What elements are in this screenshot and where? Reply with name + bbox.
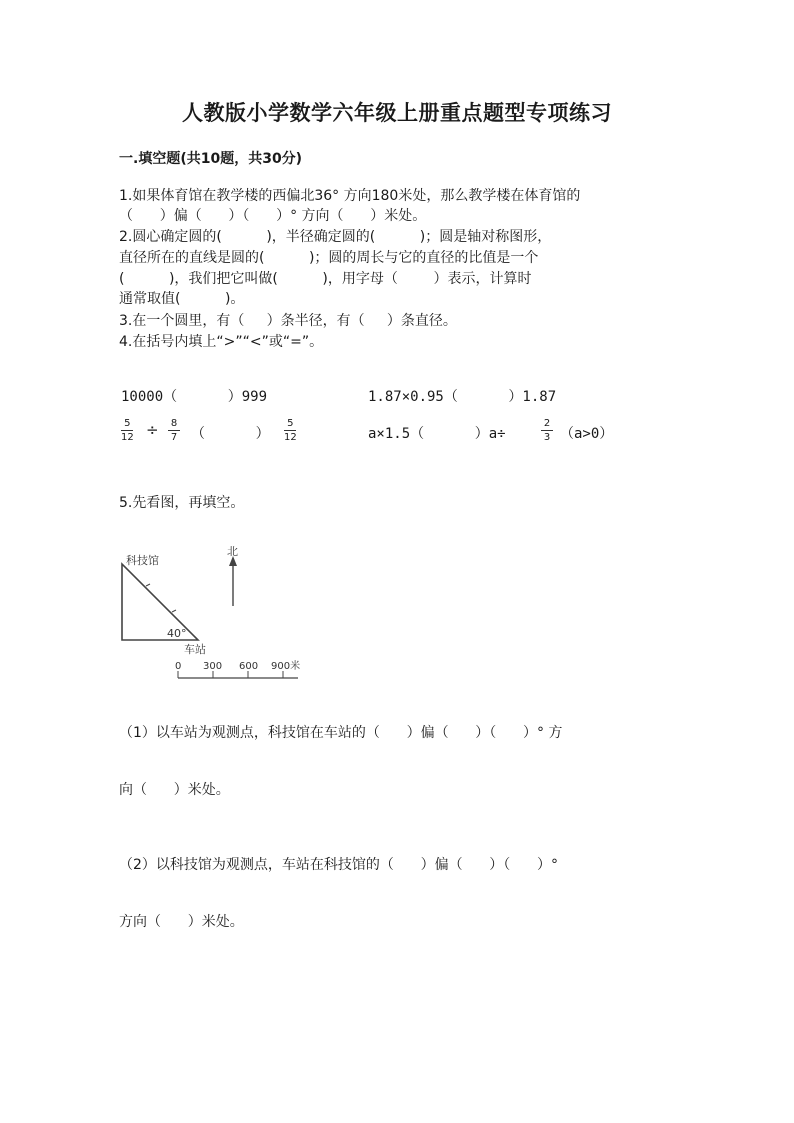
fraction-bar <box>541 430 553 431</box>
q4-text: 4.在括号内填上“>”“<”或“=”。 <box>119 334 324 350</box>
sub1-line1: （1）以车站为观测点，科技馆在车站的（ ）偏（ ）（ ）° 方 <box>119 725 563 741</box>
numerator: 2 <box>543 418 551 429</box>
q5-text: 5.先看图，再填空。 <box>119 495 245 511</box>
north-label: 北 <box>227 545 238 558</box>
q2-line3: ( )，我们把它叫做( )，用字母（ ）表示，计算时 <box>119 271 532 287</box>
museum-label: 科技馆 <box>126 554 159 567</box>
compare-d: a×1.5（ ）a÷ <box>368 426 506 442</box>
denominator: 12 <box>121 432 134 443</box>
compare-b: 1.87×0.95（ ）1.87 <box>368 389 557 405</box>
numerator: 5 <box>287 418 294 429</box>
page-title: 人教版小学数学六年级上册重点题型专项练习 <box>182 100 612 125</box>
denominator: 7 <box>170 432 178 443</box>
section-heading: 一.填空题(共10题，共30分) <box>119 151 303 167</box>
compare-d-condition: （a>0） <box>560 426 614 442</box>
divide-sign: ÷ <box>146 421 159 439</box>
fraction-2-3 <box>541 418 553 443</box>
q1-line1: 1.如果体育馆在教学楼的西偏北36° 方向180米处，那么教学楼在体育馆的 <box>119 188 581 204</box>
scale-label-0: 0 <box>175 661 182 672</box>
numerator: 5 <box>124 418 131 429</box>
fraction-bar <box>284 430 296 431</box>
fraction-5-12-a <box>121 418 134 443</box>
denominator: 3 <box>543 432 551 443</box>
denominator: 12 <box>284 432 297 443</box>
q2-line1: 2.圆心确定圆的( )，半径确定圆的( )；圆是轴对称图形， <box>119 229 552 245</box>
tick-mark <box>146 584 150 586</box>
station-label: 车站 <box>184 643 206 656</box>
q2-line2: 直径所在的直线是圆的( )；圆的周长与它的直径的比值是一个 <box>119 250 539 266</box>
fraction-bar <box>168 430 180 431</box>
tick-mark <box>172 610 176 612</box>
fraction-bar <box>121 430 133 431</box>
fraction-5-12-b <box>284 418 297 443</box>
direction-figure <box>112 540 312 685</box>
angle-label: 40° <box>167 627 187 640</box>
scale-label-900: 900米 <box>271 661 301 672</box>
sub2-line2: 方向（ ）米处。 <box>119 914 244 930</box>
q1-line2: （ ）偏（ ）（ ）° 方向（ ）米处。 <box>119 208 427 224</box>
scale-label-300: 300 <box>203 661 223 672</box>
right-triangle <box>122 564 198 640</box>
sub2-line1: （2）以科技馆为观测点，车站在科技馆的（ ）偏（ ）（ ）° <box>119 857 559 873</box>
numerator: 8 <box>170 418 178 429</box>
scale-label-600: 600 <box>239 661 259 672</box>
compare-c-blank: （ ） <box>191 426 270 442</box>
fraction-8-7 <box>168 418 180 443</box>
compare-a: 10000（ ）999 <box>121 389 268 405</box>
q3-text: 3.在一个圆里，有（ ）条半径，有（ ）条直径。 <box>119 313 457 329</box>
q2-line4: 通常取值( )。 <box>119 291 245 307</box>
sub1-line2: 向（ ）米处。 <box>119 782 230 798</box>
